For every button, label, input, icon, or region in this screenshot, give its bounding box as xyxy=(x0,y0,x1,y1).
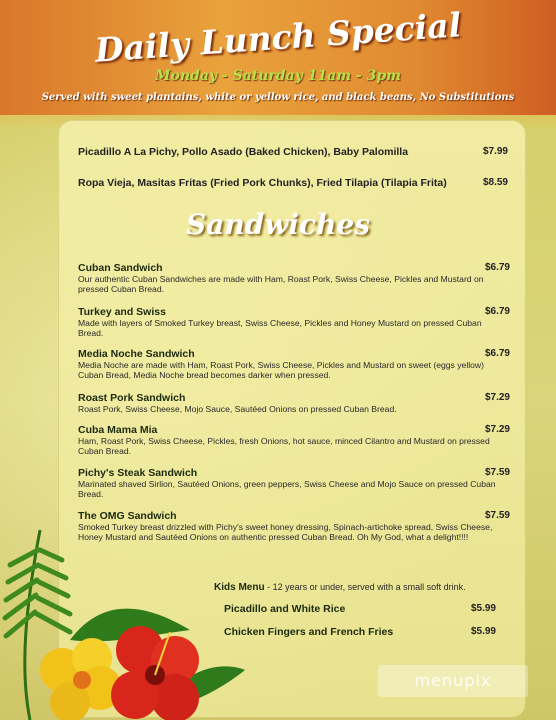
kids-item-name: Picadillo and White Rice xyxy=(224,603,346,615)
served-note: Served with sweet plantains, white or yellow rice, and black beans, No Substitutions xyxy=(41,92,515,103)
special-price: $7.99 xyxy=(482,146,508,157)
kids-item-price: $5.99 xyxy=(470,626,496,637)
menu-item xyxy=(78,306,510,338)
hours-subtitle: Monday - Saturday 11am - 3pm xyxy=(155,68,401,84)
kids-item xyxy=(224,626,496,638)
kids-menu-note: - 12 years or under, served with a small soft drink. xyxy=(267,582,466,592)
kids-item-name: Chicken Fingers and French Fries xyxy=(224,626,394,638)
special-name: Ropa Vieja, Masitas Fritas (Fried Pork Chunks), Fried Tilapia (Tilapia Frita) xyxy=(78,177,447,189)
item-name: Pichy's Steak Sandwich xyxy=(78,467,198,479)
item-description: Marinated shaved Sirlion, Sautéed Onions, green peppers, Swiss Cheese and Mojo Sauce on pressed Cuban Bread. xyxy=(78,479,496,499)
item-name: Media Noche Sandwich xyxy=(78,348,195,360)
red-hibiscus xyxy=(111,626,199,720)
item-name: The OMG Sandwich xyxy=(78,510,177,522)
special-row xyxy=(78,146,508,158)
item-description: Our authentic Cuban Sandwiches are made with Ham, Roast Pork, Swiss Cheese, Pickles and Mustard on pressed Cuban Bread. xyxy=(78,274,484,294)
item-name: Cuba Mama Mia xyxy=(78,424,158,436)
menu-item xyxy=(78,348,510,380)
item-description: Ham, Roast Pork, Swiss Cheese, Pickles, fresh Onions, hot sauce, minced Cilantro and Mustard on pressed Cuban Bread. xyxy=(78,436,490,456)
menu-item xyxy=(78,262,510,294)
sandwiches-title: Sandwiches xyxy=(185,208,371,241)
item-price: $7.29 xyxy=(484,392,510,403)
kids-item xyxy=(224,603,496,615)
menu-item xyxy=(78,467,510,499)
item-price: $6.79 xyxy=(484,262,510,273)
page-title: Daily Lunch Special xyxy=(93,5,463,70)
special-name: Picadillo A La Pichy, Pollo Asado (Baked Chicken), Baby Palomilla xyxy=(78,146,409,158)
item-description: Media Noche are made with Ham, Roast Pork, Swiss Cheese, Pickles and Mustard on sweet (eggs yellow) Cuban Bread, Media Noche bread becomes darker when pressed. xyxy=(78,360,484,380)
special-price: $8.59 xyxy=(482,177,508,188)
item-price: $6.79 xyxy=(484,348,510,359)
kids-item-price: $5.99 xyxy=(470,603,496,614)
item-price: $7.59 xyxy=(484,510,510,521)
item-description: Smoked Turkey breast drizzled with Pichy's sweet honey dressing, Spinach-artichoke spread, Swiss Cheese, Honey Mustard and Sautéed Onions on authentic pressed Cuban Bread. Oh My God, what a delight!!!! xyxy=(78,522,493,542)
item-description: Made with layers of Smoked Turkey breast, Swiss Cheese, Pickles and Honey Mustard on pressed Cuban Bread. xyxy=(78,318,482,338)
item-price: $7.59 xyxy=(484,467,510,478)
menu-item xyxy=(78,392,510,414)
item-price: $6.79 xyxy=(484,306,510,317)
item-description: Roast Pork, Swiss Cheese, Mojo Sauce, Sautéed Onions on pressed Cuban Bread. xyxy=(78,404,397,414)
item-name: Roast Pork Sandwich xyxy=(78,392,186,404)
special-row xyxy=(78,177,508,189)
item-name: Turkey and Swiss xyxy=(78,306,166,318)
item-name: Cuban Sandwich xyxy=(78,262,163,274)
item-price: $7.29 xyxy=(484,424,510,435)
menu-item xyxy=(78,424,510,456)
kids-menu-title: Kids Menu xyxy=(214,582,265,593)
watermark: menupix xyxy=(378,665,528,697)
yellow-hibiscus xyxy=(40,638,122,720)
hibiscus-flower-icon xyxy=(0,520,260,720)
